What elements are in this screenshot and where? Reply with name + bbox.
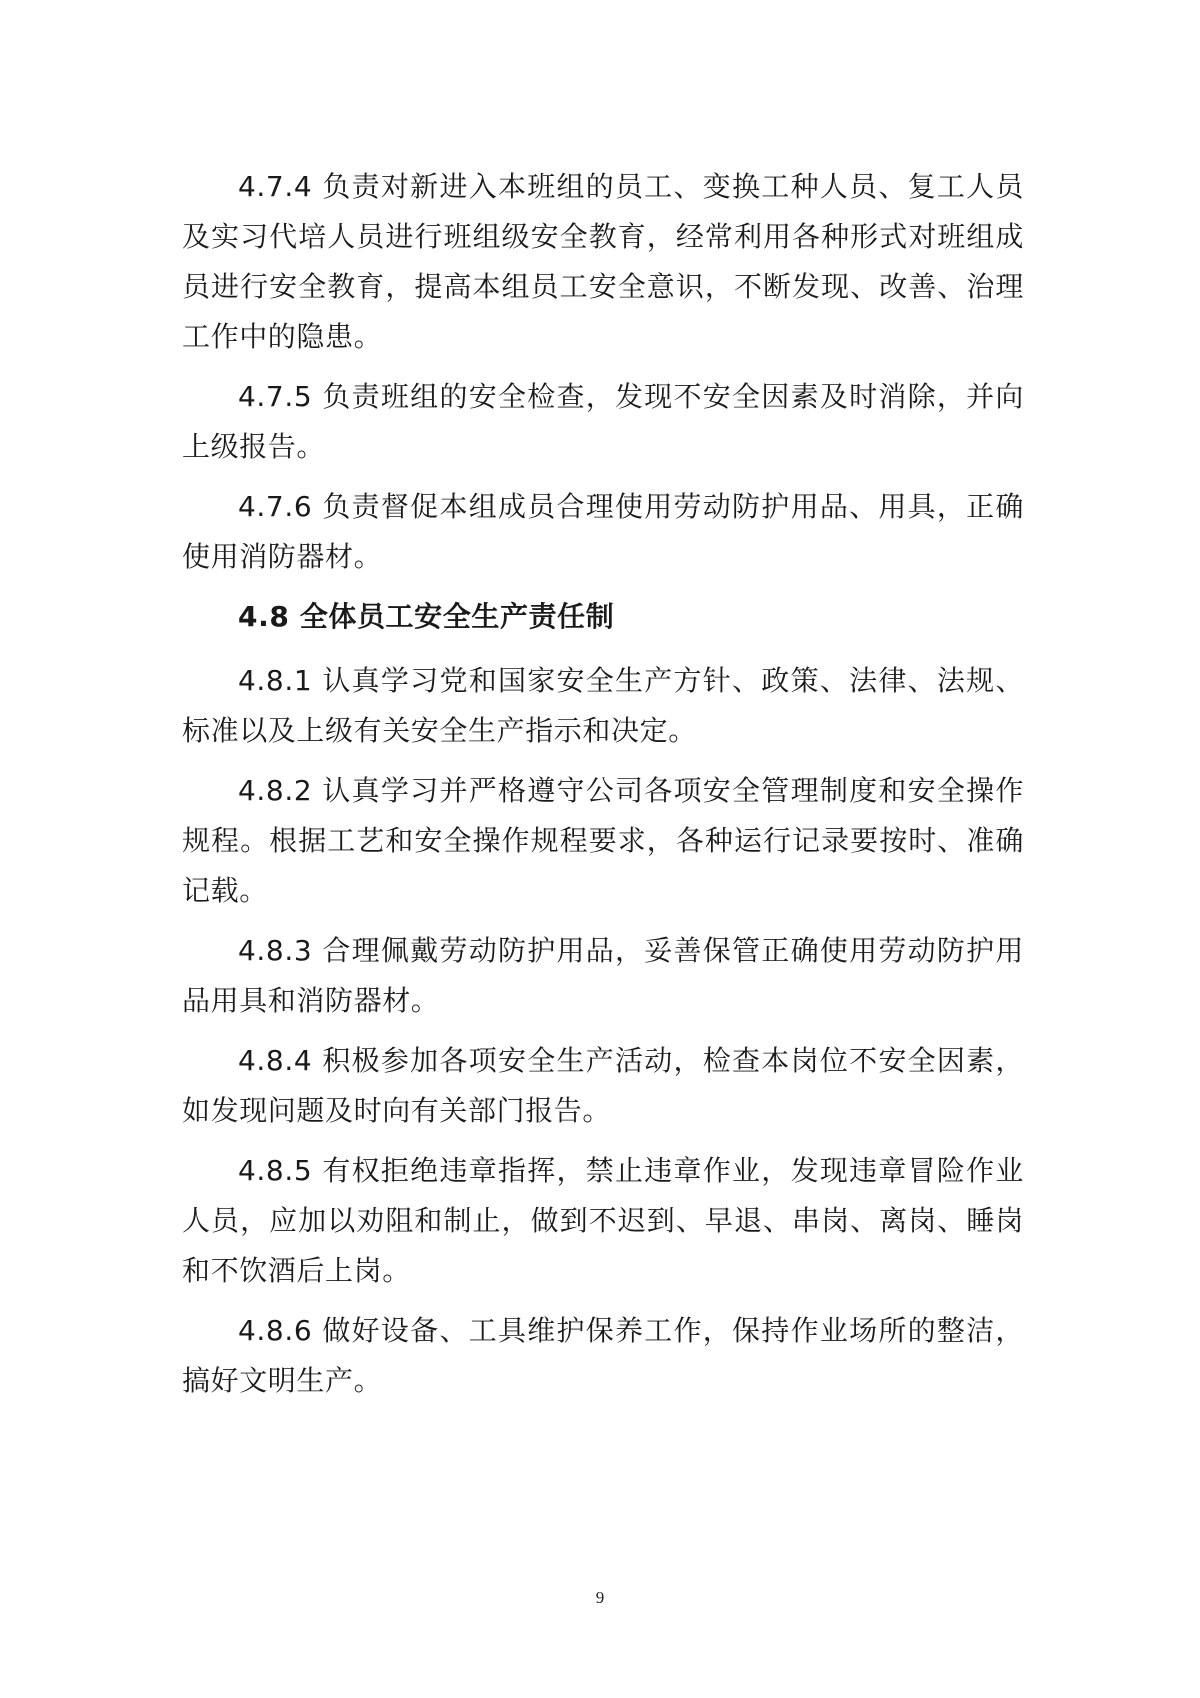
paragraph-4-7-5: 4.7.5 负责班组的安全检查，发现不安全因素及时消除，并向上级报告。 bbox=[182, 380, 1024, 463]
document-body bbox=[182, 162, 1024, 1416]
paragraph-4-7-6: 4.7.6 负责督促本组成员合理使用劳动防护用品、用具，正确使用消防器材。 bbox=[182, 490, 1024, 573]
section-heading-4-8: 4.8 全体员工安全生产责任制 bbox=[238, 600, 615, 633]
paragraph-4-8-2: 4.8.2 认真学习并严格遵守公司各项安全管理制度和安全操作规程。根据工艺和安全操作规程要求，各种运行记录要按时、准确记载。 bbox=[182, 774, 1024, 907]
page-number: 9 bbox=[595, 1588, 605, 1607]
paragraph-4-8-6: 4.8.6 做好设备、工具维护保养工作，保持作业场所的整洁，搞好文明生产。 bbox=[182, 1314, 1024, 1397]
paragraph-4-7-4: 4.7.4 负责对新进入本班组的员工、变换工种人员、复工人员及实习代培人员进行班组级安全教育，经常利用各种形式对班组成员进行安全教育，提高本组员工安全意识，不断发现、改善、治理工作中的隐患。 bbox=[182, 170, 1024, 353]
paragraph-4-8-5: 4.8.5 有权拒绝违章指挥，禁止违章作业，发现违章冒险作业人员，应加以劝阻和制止，做到不迟到、早退、串岗、离岗、睡岗和不饮酒后上岗。 bbox=[182, 1154, 1024, 1287]
paragraph-4-8-1: 4.8.1 认真学习党和国家安全生产方针、政策、法律、法规、标准以及上级有关安全生产指示和决定。 bbox=[182, 664, 1024, 747]
paragraph-4-8-3: 4.8.3 合理佩戴劳动防护用品，妥善保管正确使用劳动防护用品用具和消防器材。 bbox=[182, 934, 1024, 1017]
paragraph-4-8-4: 4.8.4 积极参加各项安全生产活动，检查本岗位不安全因素，如发现问题及时向有关部门报告。 bbox=[182, 1044, 1024, 1127]
